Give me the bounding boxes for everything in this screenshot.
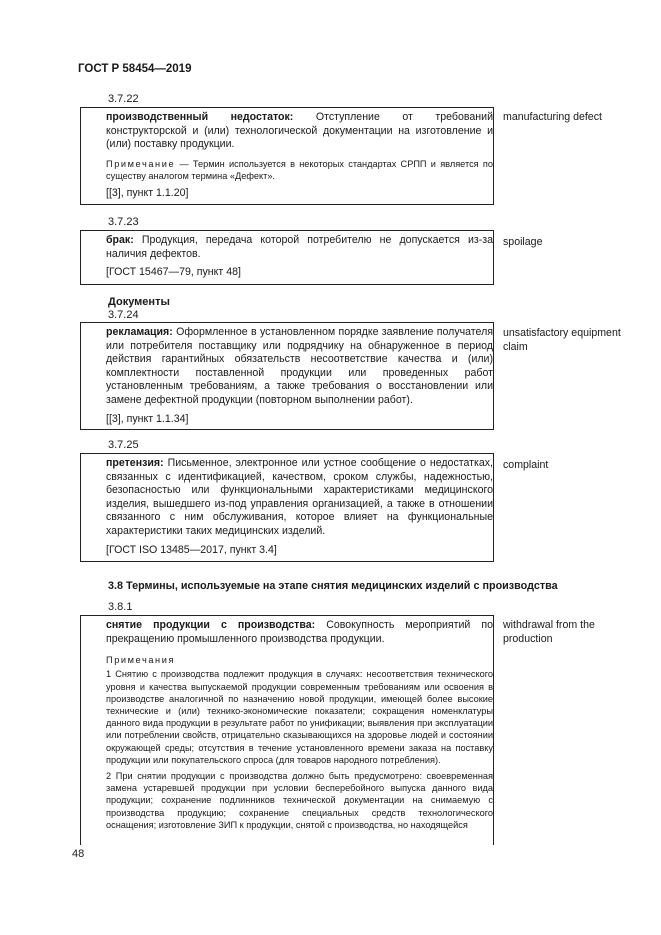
reference: [ГОСТ ISO 13485—2017, пункт 3.4] — [106, 543, 277, 556]
term: претензия: — [106, 457, 164, 469]
term: брак: — [106, 234, 134, 246]
definition: Оформленное в установленном порядке заявление получателя или потребителя поставщику или подрядчику на обнаруженное в период действия гарантийных обязательств несоответствие качества и (или) комплектности поставленной продукции или проведенных работ установленным требованиям, а также требования о восстановлении или замене дефектной продукции (повторном выполнении работ). — [106, 326, 493, 406]
definition: Письменное, электронное или устное сообщение о недостатках, связанных с идентификацией, качеством, сроком службы, надежностью, безопасностью или функциональными характеристиками медицинского изделия, вышедшего из-под управления организацией, а также в отношении связанного с ним обслуживания, которое влияет на функциональные характеристики таких медицинских изделий. — [106, 457, 493, 537]
definition-text — [106, 234, 493, 261]
definition-text — [106, 457, 493, 539]
english-term: withdrawal from the production — [503, 619, 595, 645]
definition-box — [80, 107, 494, 205]
definition: Совокупность мероприятий по прекращению промышленного производства продукции. — [106, 619, 494, 645]
notes-label: Примечания — [106, 655, 176, 666]
document-header: ГОСТ Р 58454—2019 — [78, 63, 192, 75]
term: рекламация: — [106, 326, 173, 338]
reference: [[3], пункт 1.1.20] — [106, 187, 189, 200]
entry-number: 3.7.23 — [108, 216, 139, 228]
english-term: manufacturing defect — [503, 111, 602, 123]
definition-text — [106, 111, 493, 152]
page-number: 48 — [72, 848, 85, 860]
english-term: complaint — [503, 459, 549, 471]
definition-box — [80, 453, 494, 562]
entry-number: 3.8.1 — [108, 601, 133, 613]
reference: [[3], пункт 1.1.34] — [106, 412, 189, 425]
reference: [ГОСТ 15467—79, пункт 48] — [106, 266, 241, 279]
note-text: — Термин используется в некоторых стандартах СРПП и является по существу аналогом термина «Дефект». — [106, 158, 493, 181]
definition-text — [106, 326, 493, 408]
entry-number: 3.7.25 — [108, 439, 139, 451]
definition-box — [80, 615, 494, 845]
term: снятие продукции с производства: — [106, 619, 316, 631]
note-2: 2 При снятии продукции с производства должно быть предусмотрено: своевременная замена устаревшей продукции при условии бесперебойного выпуска данного вида продукции; сохранение подлинников технической документации на снимаемую с производства продукцию; сохранение специальных средств технологического оснащения; изготовление ЗИП к продукции, снятой с производства, но находящейся — [106, 771, 493, 830]
english-term: unsatisfactory equipment claim — [503, 327, 621, 353]
definition: Продукция, передача которой потребителю не допускается из-за наличия дефектов. — [106, 234, 493, 260]
section-label: Документы — [108, 296, 170, 308]
note — [106, 158, 493, 182]
definition-box — [80, 230, 494, 285]
section-heading: 3.8 Термины, используемые на этапе снятия медицинских изделий с производства — [108, 580, 558, 592]
entry-number: 3.7.22 — [108, 93, 139, 105]
definition-box — [80, 322, 494, 430]
entry-number: 3.7.24 — [108, 309, 139, 321]
definition-text — [106, 619, 493, 646]
note-1: 1 Снятию с производства подлежит продукция в случаях: несоответствия технического уровня и качества выпускаемой продукции современным требованиям или освоения в производстве аналогичной по назначению новой продукции, имеющей более высокие технические и (или) технико-экономические показатели; сокращения номенклатуры данного вида продукции в результате работ по унификации; выявления при эксплуатации или потреблении свойств, отрицательно сказывающихся на здоровье людей и состоянии окружающей среды; отсутствия в течение установленного времени заказа на поставку продукции или покупательского спроса (для товаров народного потребления). — [106, 669, 493, 765]
definition: Отступление от требований конструкторской и (или) технологической документации на изготовление и (или) поставку продукции. — [106, 111, 493, 151]
term: производственный недостаток: — [106, 111, 294, 123]
note-label: Примечание — [106, 158, 176, 169]
english-term: spoilage — [503, 236, 543, 248]
